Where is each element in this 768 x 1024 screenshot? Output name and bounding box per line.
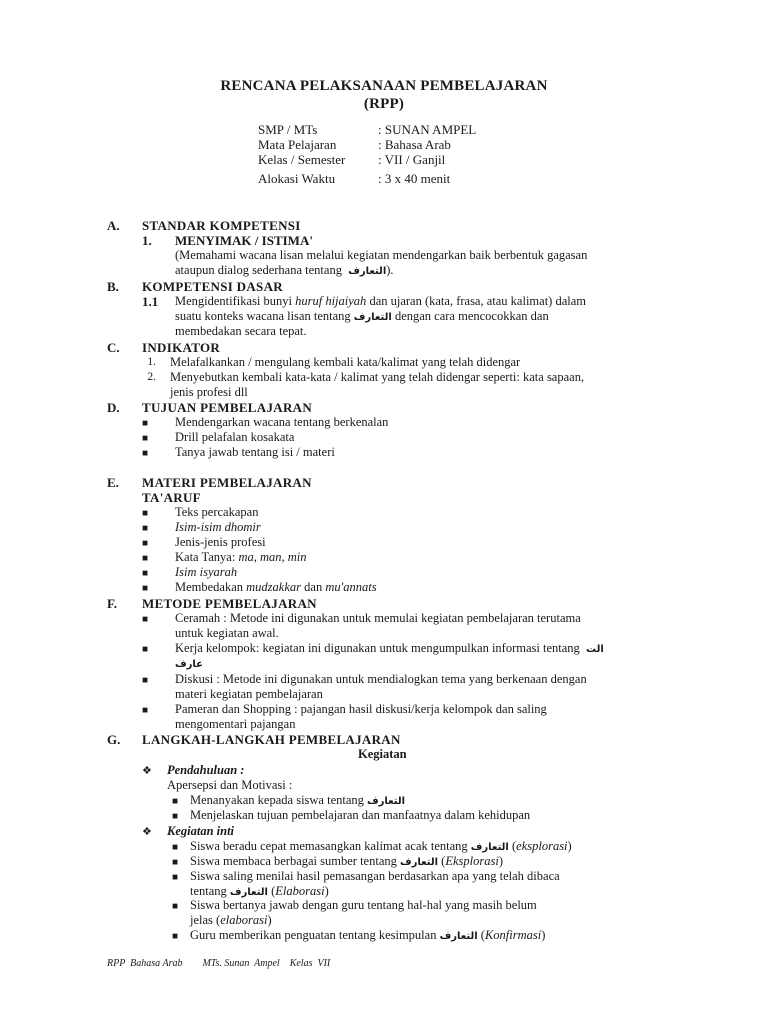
section-b-title: KOMPETENSI DASAR bbox=[142, 279, 283, 294]
bullet-icon: ■ bbox=[142, 433, 149, 444]
info-key-class: Kelas / Semester bbox=[258, 152, 346, 167]
section-g-title: LANGKAH-LANGKAH PEMBELAJARAN bbox=[142, 732, 401, 747]
info-value-school: : SUNAN AMPEL bbox=[378, 122, 477, 137]
activity-item: Guru memberikan penguatan tentang kesimpulan التعارف (Konfirmasi) bbox=[190, 928, 546, 942]
activity-item: Menjelaskan tujuan pembelajaran dan manfaatnya dalam kehidupan bbox=[190, 808, 531, 822]
activity-item: Siswa bertanya jawab dengan guru tentang hal-hal yang masih belum bbox=[190, 898, 537, 912]
info-value-class: : VII / Ganjil bbox=[378, 152, 446, 167]
core-heading: Kegiatan inti bbox=[167, 824, 235, 838]
bullet-icon: ■ bbox=[172, 796, 179, 807]
section-c-title: INDIKATOR bbox=[142, 340, 221, 355]
material-item: Jenis-jenis profesi bbox=[175, 535, 266, 549]
indicator-number: 1. bbox=[147, 356, 156, 368]
indicator-number: 2. bbox=[147, 371, 156, 383]
bullet-icon: ■ bbox=[172, 811, 179, 822]
opening-heading: Pendahuluan : bbox=[167, 763, 245, 777]
page-footer: RPP Bahasa Arab MTs. Sunan Ampel Kelas VII bbox=[107, 958, 331, 969]
method-item: Kerja kelompok: kegiatan ini digunakan untuk mengumpulkan informasi tentang الت bbox=[175, 641, 604, 655]
bullet-icon: ■ bbox=[172, 901, 179, 912]
section-a-text-line2: ataupun dialog sederhana tentang التعارف). bbox=[175, 263, 394, 277]
section-e-letter: E. bbox=[107, 475, 119, 490]
section-a-subnumber: 1. bbox=[142, 233, 152, 248]
section-a-subtitle: MENYIMAK / ISTIMA' bbox=[175, 233, 313, 248]
material-item: Isim isyarah bbox=[175, 565, 238, 579]
section-e-title: MATERI PEMBELAJARAN bbox=[142, 475, 312, 490]
section-b-text-line2: suatu konteks wacana lisan tentang التعارف dengan cara mencocokkan dan bbox=[175, 309, 549, 323]
activity-item-cont: jelas (elaborasi) bbox=[190, 913, 272, 927]
bullet-icon: ■ bbox=[142, 705, 149, 716]
diamond-bullet-icon: ❖ bbox=[142, 765, 152, 777]
indicator-item-cont: jenis profesi dll bbox=[170, 385, 248, 399]
bullet-icon: ■ bbox=[172, 872, 179, 883]
material-item: Isim-isim dhomir bbox=[175, 520, 261, 534]
bullet-icon: ■ bbox=[142, 523, 149, 534]
objective-item: Tanya jawab tentang isi / materi bbox=[175, 445, 335, 459]
section-a-letter: A. bbox=[107, 218, 120, 233]
material-item: Membedakan mudzakkar dan mu'annats bbox=[175, 580, 377, 594]
section-b-letter: B. bbox=[107, 279, 119, 294]
bullet-icon: ■ bbox=[142, 418, 149, 429]
section-b-text-line1: Mengidentifikasi bunyi huruf hijaiyah dan ujaran (kata, frasa, atau kalimat) dalam bbox=[175, 294, 586, 308]
activity-item: Siswa beradu cepat memasangkan kalimat acak tentang التعارف (eksplorasi) bbox=[190, 839, 572, 853]
info-value-subject: : Bahasa Arab bbox=[378, 137, 451, 152]
bullet-icon: ■ bbox=[142, 675, 149, 686]
arabic-taaruf: التعارف bbox=[348, 266, 387, 277]
info-value-time: : 3 x 40 menit bbox=[378, 171, 451, 186]
material-item: Teks percakapan bbox=[175, 505, 259, 519]
objective-item: Drill pelafalan kosakata bbox=[175, 430, 295, 444]
page-subtitle: (RPP) bbox=[363, 96, 405, 112]
indicator-item: Menyebutkan kembali kata-kata / kalimat yang telah didengar seperti: kata sapaan, bbox=[170, 370, 585, 384]
bullet-icon: ■ bbox=[142, 568, 149, 579]
method-item: Ceramah : Metode ini digunakan untuk memulai kegiatan pembelajaran terutama untuk kegiatan awal. bbox=[175, 611, 581, 640]
activity-item: Siswa saling menilai hasil pemasangan berdasarkan apa yang telah dibaca bbox=[190, 869, 560, 883]
arabic-taaruf: التعارف bbox=[367, 796, 406, 807]
section-f-title: METODE PEMBELAJARAN bbox=[142, 596, 317, 611]
method-item-arabic: عارف bbox=[175, 659, 203, 670]
bullet-icon: ■ bbox=[142, 508, 149, 519]
section-e-subtitle: TA'ARUF bbox=[142, 490, 201, 505]
activity-item: Siswa membaca berbagai sumber tentang التعارف (Eksplorasi) bbox=[190, 854, 503, 868]
section-g-letter: G. bbox=[107, 732, 121, 747]
section-f-letter: F. bbox=[107, 596, 117, 611]
bullet-icon: ■ bbox=[142, 448, 149, 459]
activity-item: Menanyakan kepada siswa tentang التعارف bbox=[190, 793, 406, 807]
info-key-subject: Mata Pelajaran bbox=[258, 137, 337, 152]
section-b-subnumber: 1.1 bbox=[142, 294, 159, 309]
arabic-taaruf: التعارف bbox=[353, 312, 392, 323]
bullet-icon: ■ bbox=[142, 553, 149, 564]
info-key-time: Alokasi Waktu bbox=[258, 171, 336, 186]
indicator-item: Melafalkankan / mengulang kembali kata/kalimat yang telah didengar bbox=[170, 355, 521, 369]
method-item: Diskusi : Metode ini digunakan untuk mendialogkan tema yang berkenaan dengan materi kegiatan pembelajaran bbox=[175, 672, 587, 701]
bullet-icon: ■ bbox=[172, 857, 179, 868]
bullet-icon: ■ bbox=[142, 538, 149, 549]
section-d-title: TUJUAN PEMBELAJARAN bbox=[142, 400, 313, 415]
apperception-label: Apersepsi dan Motivasi : bbox=[167, 778, 293, 792]
objective-item: Mendengarkan wacana tentang berkenalan bbox=[175, 415, 389, 429]
diamond-bullet-icon: ❖ bbox=[142, 826, 152, 838]
section-b-text-line3: membedakan secara tepat. bbox=[175, 324, 307, 338]
method-item: Pameran dan Shopping : pajangan hasil diskusi/kerja kelompok dan saling mengomentari pajangan bbox=[175, 702, 547, 731]
activity-item-cont: tentang التعارف (Elaborasi) bbox=[190, 884, 329, 898]
section-a-title: STANDAR KOMPETENSI bbox=[142, 218, 301, 233]
section-d-letter: D. bbox=[107, 400, 120, 415]
bullet-icon: ■ bbox=[142, 583, 149, 594]
bullet-icon: ■ bbox=[172, 931, 179, 942]
section-c-letter: C. bbox=[107, 340, 120, 355]
material-item: Kata Tanya: ma, man, min bbox=[175, 550, 307, 564]
activity-heading: Kegiatan bbox=[358, 747, 407, 761]
bullet-icon: ■ bbox=[172, 842, 179, 853]
section-a-text-line1: (Memahami wacana lisan melalui kegiatan mendengarkan baik berbentuk gagasan bbox=[175, 248, 588, 262]
info-key-school: SMP / MTs bbox=[258, 122, 318, 137]
bullet-icon: ■ bbox=[142, 644, 149, 655]
page-title: RENCANA PELAKSANAAN PEMBELAJARAN bbox=[220, 78, 548, 94]
bullet-icon: ■ bbox=[142, 614, 149, 625]
